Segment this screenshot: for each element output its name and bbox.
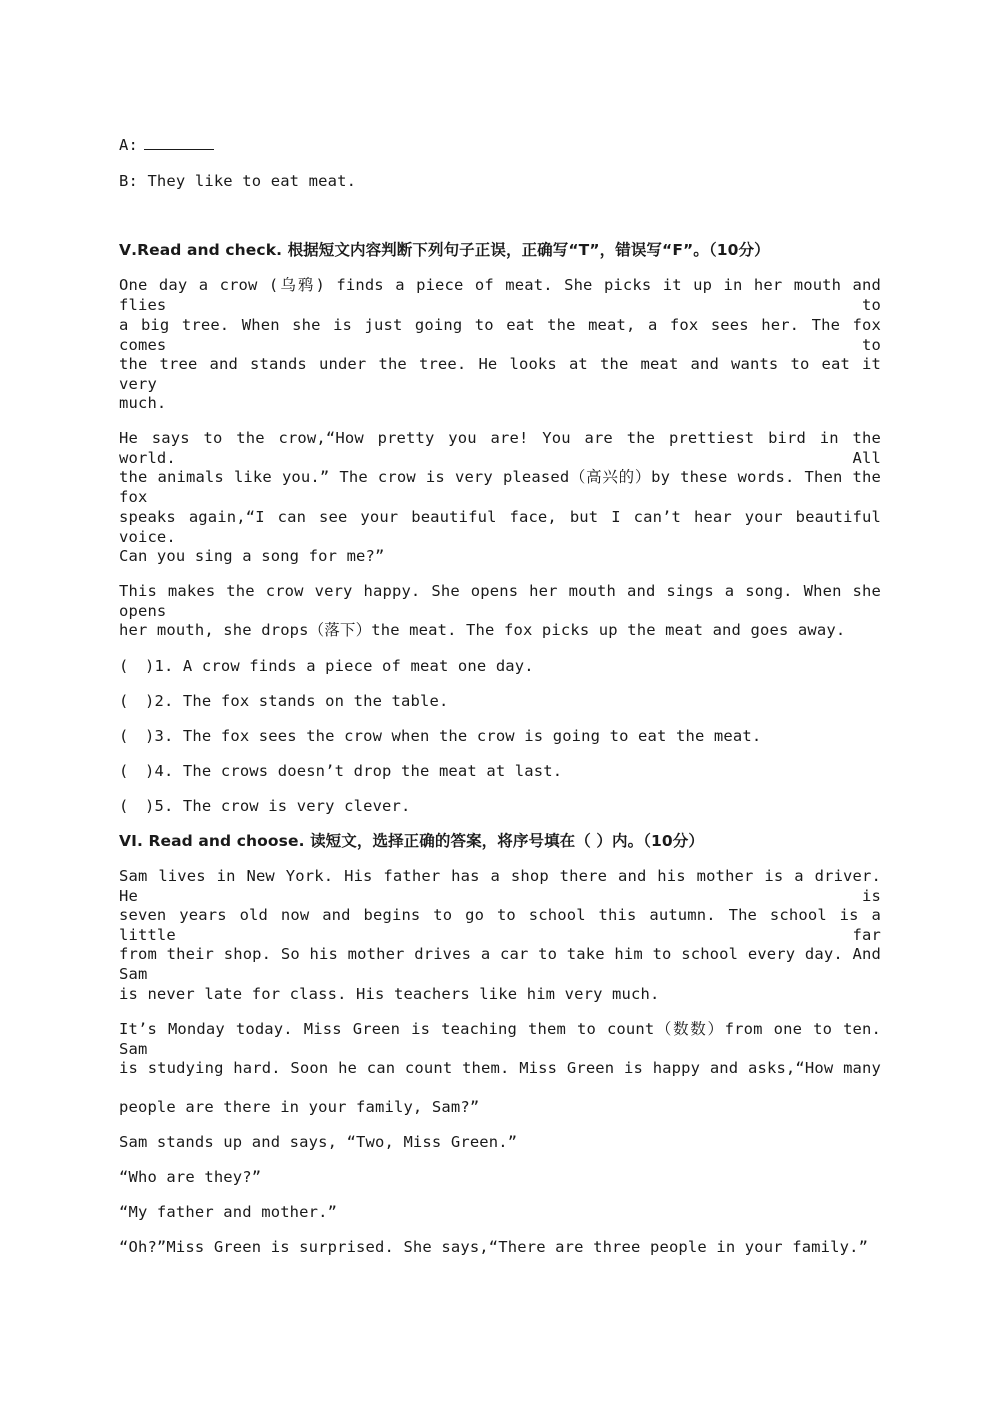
dialogue-b-line: B: They like to eat meat. bbox=[119, 172, 357, 190]
question-item: ( )2. The fox stands on the table. bbox=[119, 692, 449, 710]
question-text: 4. The crows doesn’t drop the meat at last. bbox=[154, 762, 563, 780]
answer-paren[interactable]: ( bbox=[119, 727, 129, 745]
section-6-heading: VI. Read and choose. 读短文，选择正确的答案，将序号填在（ ）内。（10分） bbox=[119, 832, 704, 850]
passage-line: “Oh?”Miss Green is surprised. She says,“There are three people in your family.” bbox=[119, 1238, 869, 1256]
dialogue-a-line bbox=[119, 135, 881, 155]
passage-line: Sam lives in New York. His father has a shop there and his mother is a driver. He is bbox=[119, 867, 881, 905]
answer-paren[interactable]: ( bbox=[119, 657, 129, 675]
question-item: ( )3. The fox sees the crow when the crow is going to eat the meat. bbox=[119, 727, 762, 745]
passage-line: is never late for class. His teachers like him very much. bbox=[119, 985, 660, 1003]
passage-line: the tree and stands under the tree. He looks at the meat and wants to eat it very bbox=[119, 355, 881, 393]
answer-paren[interactable]: ( bbox=[119, 762, 129, 780]
passage-line: It’s Monday today. Miss Green is teaching them to count（数数）from one to ten. Sam bbox=[119, 1020, 881, 1058]
passage-line: “Who are they?” bbox=[119, 1168, 262, 1186]
passage-line: a big tree. When she is just going to eat the meat, a fox sees her. The fox comes to bbox=[119, 316, 881, 354]
question-item: ( )5. The crow is very clever. bbox=[119, 797, 411, 815]
question-text: 2. The fox stands on the table. bbox=[154, 692, 449, 710]
question-item: ( )4. The crows doesn’t drop the meat at last. bbox=[119, 762, 563, 780]
section-5-heading: Ⅴ.Read and check. 根据短文内容判断下列句子正误，正确写“T”，错误写“F”。（10分） bbox=[119, 241, 770, 259]
passage-line: Can you sing a song for me?” bbox=[119, 547, 385, 565]
passage-line: This makes the crow very happy. She opens her mouth and sings a song. When she opens bbox=[119, 582, 881, 620]
question-text: 1. A crow finds a piece of meat one day. bbox=[154, 657, 534, 675]
answer-paren[interactable]: ( bbox=[119, 692, 129, 710]
passage-line: from their shop. So his mother drives a car to take him to school every day. And Sam bbox=[119, 945, 881, 983]
passage-line: the animals like you.” The crow is very pleased（高兴的）by these words. Then the fox bbox=[119, 468, 881, 506]
passage-line: is studying hard. Soon he can count them. Miss Green is happy and asks,“How many bbox=[119, 1059, 881, 1077]
passage-line: speaks again,“I can see your beautiful face, but I can’t hear your beautiful voice. bbox=[119, 508, 881, 546]
answer-blank[interactable] bbox=[144, 135, 214, 150]
passage-line: “My father and mother.” bbox=[119, 1203, 338, 1221]
question-item: ( )1. A crow finds a piece of meat one day. bbox=[119, 657, 534, 675]
question-text: 5. The crow is very clever. bbox=[154, 797, 411, 815]
answer-paren[interactable]: ( bbox=[119, 797, 129, 815]
passage-line: much. bbox=[119, 394, 167, 412]
passage-line: He says to the crow,“How pretty you are! You are the prettiest bird in the world. All bbox=[119, 429, 881, 467]
question-text: 3. The fox sees the crow when the crow is going to eat the meat. bbox=[154, 727, 762, 745]
passage-line: people are there in your family, Sam?” bbox=[119, 1098, 480, 1116]
passage-line: seven years old now and begins to go to school this autumn. The school is a little far bbox=[119, 906, 881, 944]
dialogue-a-label: A: bbox=[119, 136, 138, 154]
passage-line: Sam stands up and says, “Two, Miss Green.” bbox=[119, 1133, 518, 1151]
passage-line: One day a crow (乌鸦) finds a piece of meat. She picks it up in her mouth and flies to bbox=[119, 276, 881, 314]
passage-line: her mouth, she drops（落下）the meat. The fox picks up the meat and goes away. bbox=[119, 621, 846, 639]
